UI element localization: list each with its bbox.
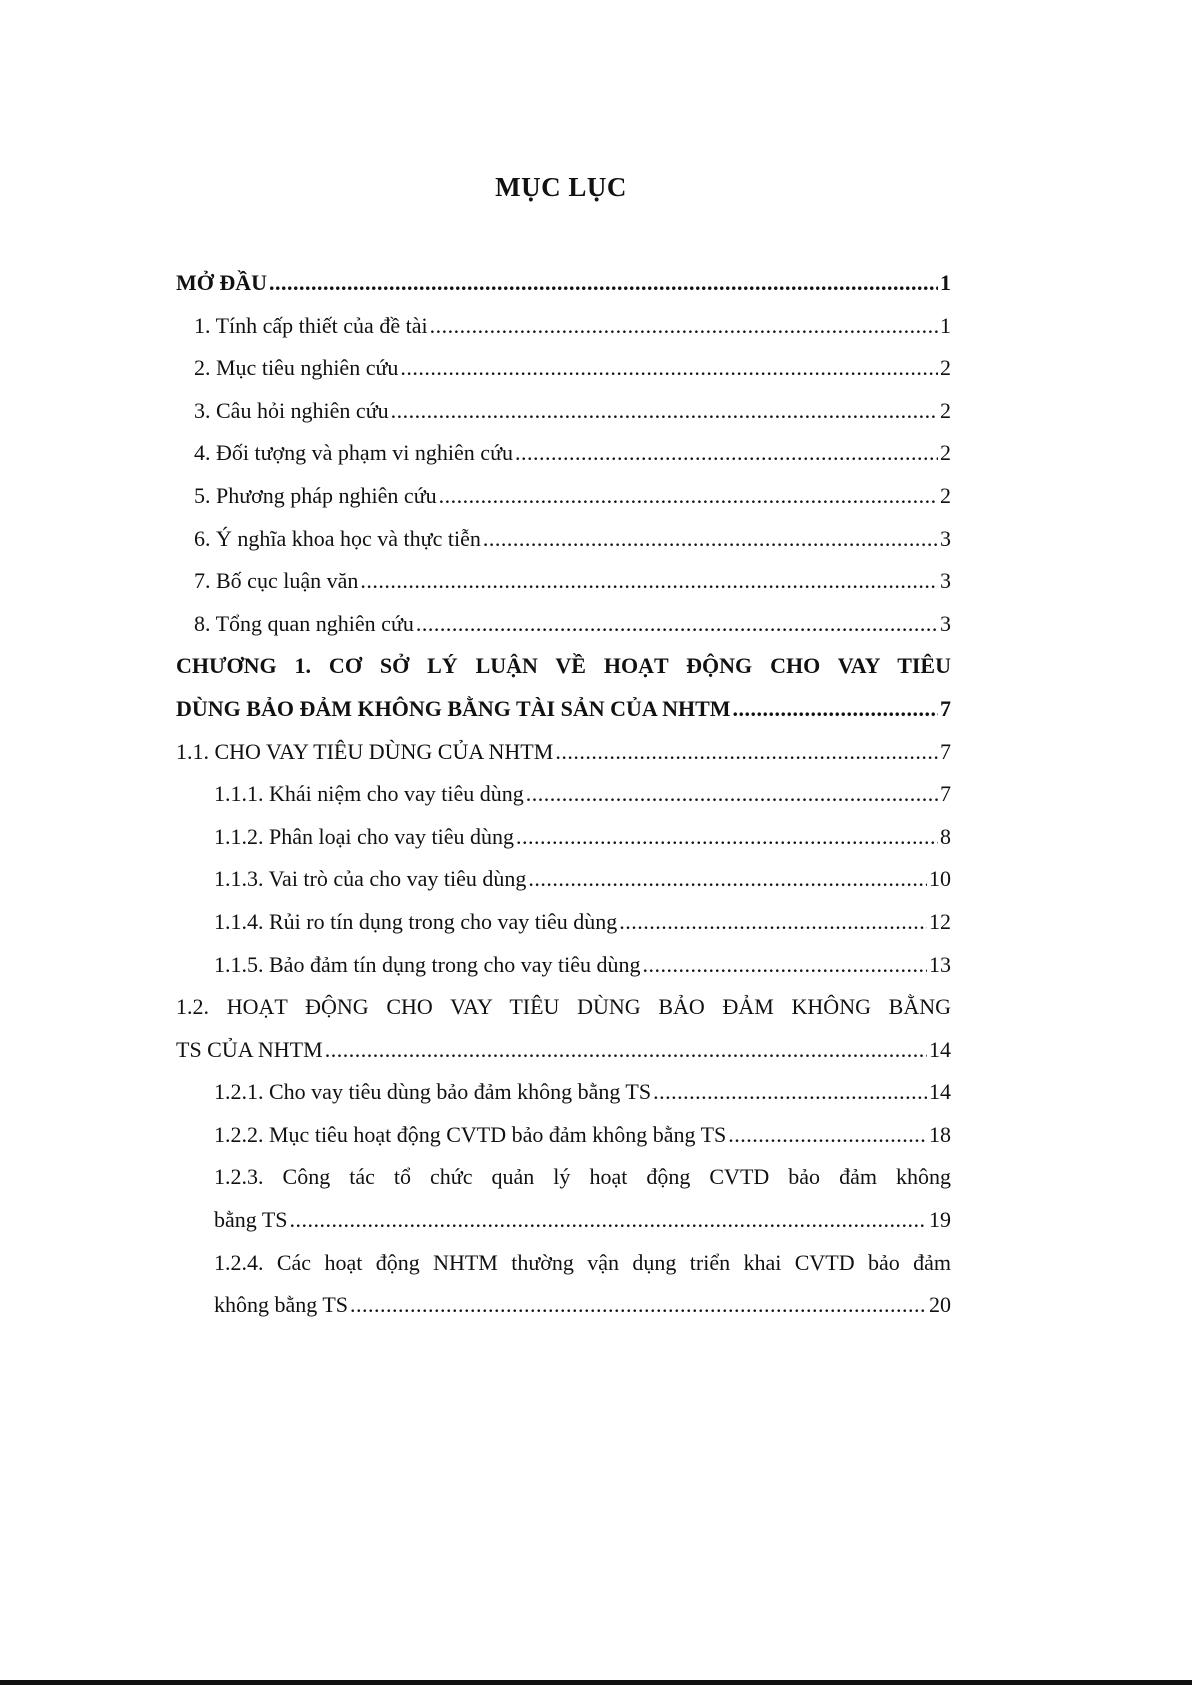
bottom-edge-rule	[0, 1680, 1192, 1685]
toc-page-number: 19	[929, 1207, 951, 1233]
toc-entry-1-1-5[interactable]	[176, 944, 951, 987]
toc-entry-text: MỞ ĐẦU	[176, 270, 268, 295]
toc-leader-dots	[483, 518, 938, 561]
toc-entry-text: 1.1.5. Bảo đảm tín dụng trong cho vay tiêu dùng	[214, 951, 641, 977]
toc-entry-1[interactable]	[176, 305, 951, 348]
toc-leader-dots	[416, 603, 938, 646]
toc-entry-1-1-3[interactable]	[176, 858, 951, 901]
toc-page-number: 3	[940, 568, 951, 594]
toc-entry-text: 1.2.1. Cho vay tiêu dùng bảo đảm không bằng TS	[214, 1079, 652, 1105]
toc-entry-text: 4. Đối tượng và phạm vi nghiên cứu	[194, 440, 513, 466]
toc-page-number: 2	[940, 397, 951, 423]
toc-entry-1-2-4[interactable]	[176, 1242, 951, 1327]
toc-page-number: 2	[940, 440, 951, 466]
toc-leader-dots	[728, 1114, 927, 1157]
toc-entry-chuong-1[interactable]	[176, 645, 951, 730]
toc-page-number: 3	[940, 525, 951, 551]
toc-entry-text: 6. Ý nghĩa khoa học và thực tiễn	[194, 525, 481, 551]
toc-leader-dots	[290, 1199, 927, 1242]
toc-entry-1-2-2[interactable]	[176, 1114, 951, 1157]
toc-entry-text: bằng TS	[214, 1207, 288, 1233]
toc-entry-text: 1.1.1. Khái niệm cho vay tiêu dùng	[214, 781, 524, 807]
toc-page-number: 7	[940, 781, 951, 807]
toc-entry-text: 1.1.2. Phân loại cho vay tiêu dùng	[214, 823, 515, 849]
toc-entry-1-2[interactable]	[176, 986, 951, 1071]
toc-entry-first-line: CHƯƠNG 1. CƠ SỞ LÝ LUẬN VỀ HOẠT ĐỘNG CHO VAY TIÊU	[176, 653, 951, 679]
toc-entry-text: 1.1.3. Vai trò của cho vay tiêu dùng	[214, 866, 527, 892]
toc-page-number: 14	[929, 1036, 951, 1062]
toc-leader-dots	[643, 944, 928, 987]
toc-entry-text: 2. Mục tiêu nghiên cứu	[194, 355, 399, 381]
toc-leader-dots	[400, 347, 938, 390]
toc-entry-text: 8. Tổng quan nghiên cứu	[194, 610, 414, 636]
toc-leader-dots	[733, 688, 938, 731]
toc-leader-dots	[653, 1071, 927, 1114]
toc-leader-dots	[430, 305, 938, 348]
toc-leader-dots	[619, 901, 927, 944]
toc-leader-dots	[526, 773, 938, 816]
toc-page-number: 3	[940, 610, 951, 636]
toc-entry-1-1-1[interactable]	[176, 773, 951, 816]
toc-leader-dots	[528, 858, 927, 901]
toc-entry-1-1-2[interactable]	[176, 816, 951, 859]
toc-entry-text: 3. Câu hỏi nghiên cứu	[194, 397, 389, 423]
toc-entry-3[interactable]	[176, 390, 951, 433]
toc-page-number: 12	[929, 908, 951, 934]
toc-entry-text: 5. Phương pháp nghiên cứu	[194, 482, 437, 508]
toc-leader-dots	[325, 1029, 927, 1072]
toc-page-number: 1	[940, 270, 951, 295]
toc-entry-1-1-4[interactable]	[176, 901, 951, 944]
toc-entry-7[interactable]	[176, 560, 951, 603]
toc-page-number: 2	[940, 482, 951, 508]
toc-page-number: 20	[929, 1292, 951, 1318]
toc-entry-text: 1.1. CHO VAY TIÊU DÙNG CỦA NHTM	[176, 738, 554, 764]
toc-entry-5[interactable]	[176, 475, 951, 518]
toc-entry-text: TS CỦA NHTM	[176, 1036, 323, 1062]
toc-page-number: 13	[929, 951, 951, 977]
toc-leader-dots	[515, 432, 938, 475]
toc-page-number: 18	[929, 1121, 951, 1147]
toc-entry-text: DÙNG BẢO ĐẢM KHÔNG BẰNG TÀI SẢN CỦA NHTM	[176, 695, 731, 721]
toc-entry-first-line: 1.2.4. Các hoạt động NHTM thường vận dụng triển khai CVTD bảo đảm	[214, 1249, 951, 1275]
toc-entry-text: 1.2.2. Mục tiêu hoạt động CVTD bảo đảm không bằng TS	[214, 1121, 727, 1147]
toc-page-number: 7	[940, 738, 951, 764]
toc-entry-1-1[interactable]	[176, 731, 951, 774]
toc-page-number: 1	[940, 312, 951, 338]
toc-title: MỤC LỤC	[495, 172, 627, 202]
toc-entry-text: 1.1.4. Rủi ro tín dụng trong cho vay tiêu dùng	[214, 908, 618, 934]
toc-entry-first-line: 1.2.3. Công tác tổ chức quản lý hoạt động CVTD bảo đảm không	[214, 1164, 951, 1190]
toc-page-number: 14	[929, 1079, 951, 1105]
toc-leader-dots	[516, 816, 938, 859]
toc-entry-text: 7. Bố cục luận văn	[194, 568, 359, 594]
toc-entry-6[interactable]	[176, 518, 951, 561]
toc-entry-mo-dau[interactable]	[176, 262, 951, 305]
toc-entry-2[interactable]	[176, 347, 951, 390]
toc-leader-dots	[350, 1284, 927, 1327]
toc-entry-1-2-1[interactable]	[176, 1071, 951, 1114]
toc-entry-8[interactable]	[176, 603, 951, 646]
toc-leader-dots	[391, 390, 938, 433]
toc-page-number: 8	[940, 823, 951, 849]
toc-entry-4[interactable]	[176, 432, 951, 475]
toc-page-number: 7	[940, 695, 951, 721]
toc-entry-text: không bằng TS	[214, 1292, 349, 1318]
toc-leader-dots	[360, 560, 938, 603]
toc-page-number: 2	[940, 355, 951, 381]
table-of-contents	[176, 262, 951, 1327]
toc-entry-text: 1. Tính cấp thiết của đề tài	[194, 312, 428, 338]
toc-leader-dots	[439, 475, 938, 518]
toc-entry-1-2-3[interactable]	[176, 1156, 951, 1241]
toc-leader-dots	[269, 262, 938, 305]
toc-entry-first-line: 1.2. HOẠT ĐỘNG CHO VAY TIÊU DÙNG BẢO ĐẢM KHÔNG BẰNG	[176, 994, 951, 1020]
toc-leader-dots	[555, 731, 938, 774]
toc-page-number: 10	[929, 866, 951, 892]
